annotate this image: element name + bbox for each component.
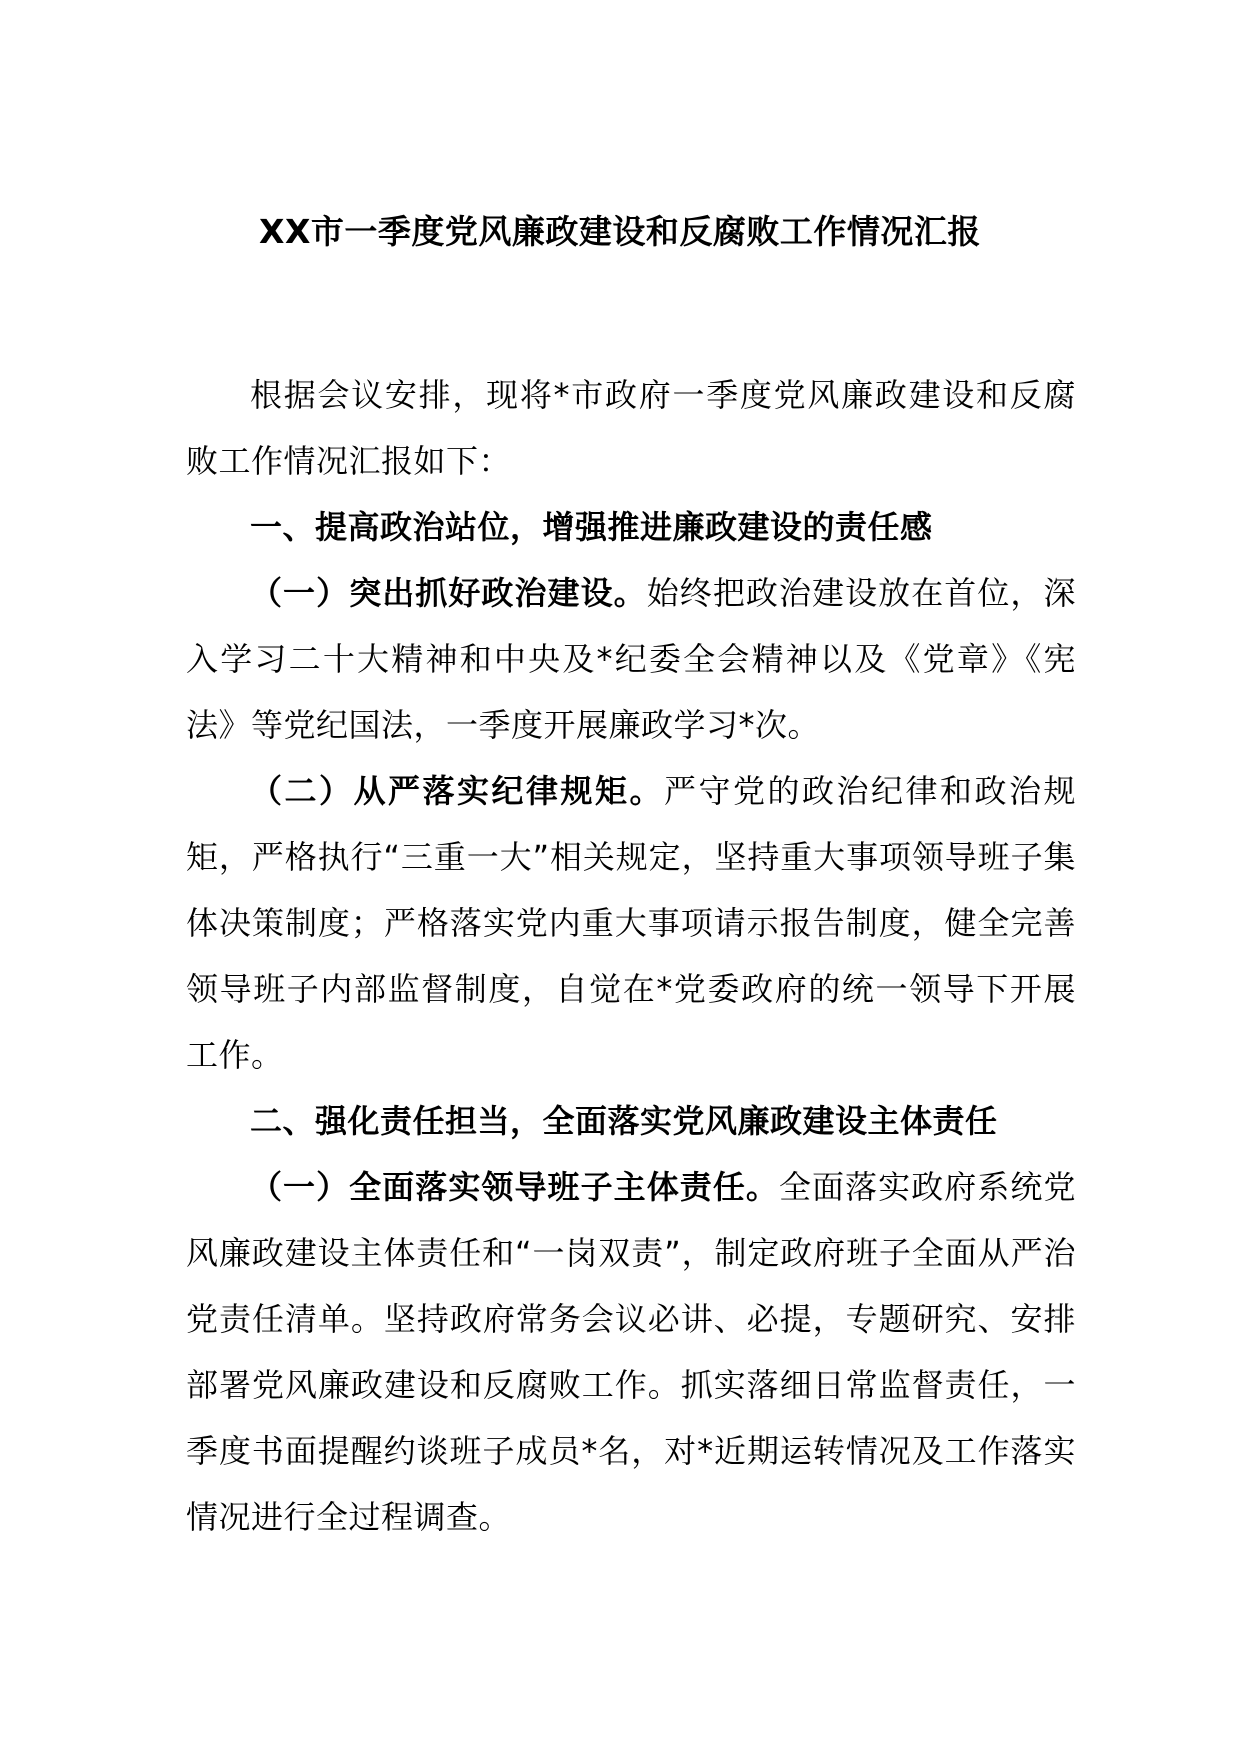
section-1-item-1 — [186, 560, 1076, 758]
section-1-heading: 一、提高政治站位，增强推进廉政建设的责任感 — [250, 508, 933, 546]
section-2-item-1-text: 全面落实政府系统党风廉政建设主体责任和“一岗双责”，制定政府班子全面从严治党责任清单。坚持政府常务会议必讲、必提，专题研究、安排部署党风廉政建设和反腐败工作。抓实落细日常监督责任，一季度书面提醒约谈班子成员*名，对*近期运转情况及工作落实情况进行全过程调查。 — [186, 1168, 1076, 1536]
section-1-item-1-lead: （一）突出抓好政治建设。 — [250, 574, 647, 612]
section-1-item-2 — [186, 758, 1076, 1088]
document-body — [186, 362, 1076, 1550]
section-2-item-1 — [186, 1154, 1076, 1550]
section-1-item-1-text: 始终把政治建设放在首位，深入学习二十大精神和中央及*纪委全会精神以及《党章》《宪法》等党纪国法，一季度开展廉政学习*次。 — [186, 574, 1076, 744]
section-2-heading: 二、强化责任担当，全面落实党风廉政建设主体责任 — [250, 1102, 998, 1140]
section-1-item-2-text: 严守党的政治纪律和政治规矩，严格执行“三重一大”相关规定，坚持重大事项领导班子集体决策制度；严格落实党内重大事项请示报告制度，健全完善领导班子内部监督制度，自觉在*党委政府的统一领导下开展工作。 — [186, 772, 1076, 1074]
intro-paragraph: 根据会议安排，现将*市政府一季度党风廉政建设和反腐败工作情况汇报如下： — [186, 376, 1076, 480]
document-title: XX市一季度党风廉政建设和反腐败工作情况汇报 — [259, 212, 981, 251]
section-1-item-2-lead: （二）从严落实纪律规矩。 — [250, 772, 664, 810]
section-2-item-1-lead: （一）全面落实领导班子主体责任。 — [250, 1168, 779, 1206]
